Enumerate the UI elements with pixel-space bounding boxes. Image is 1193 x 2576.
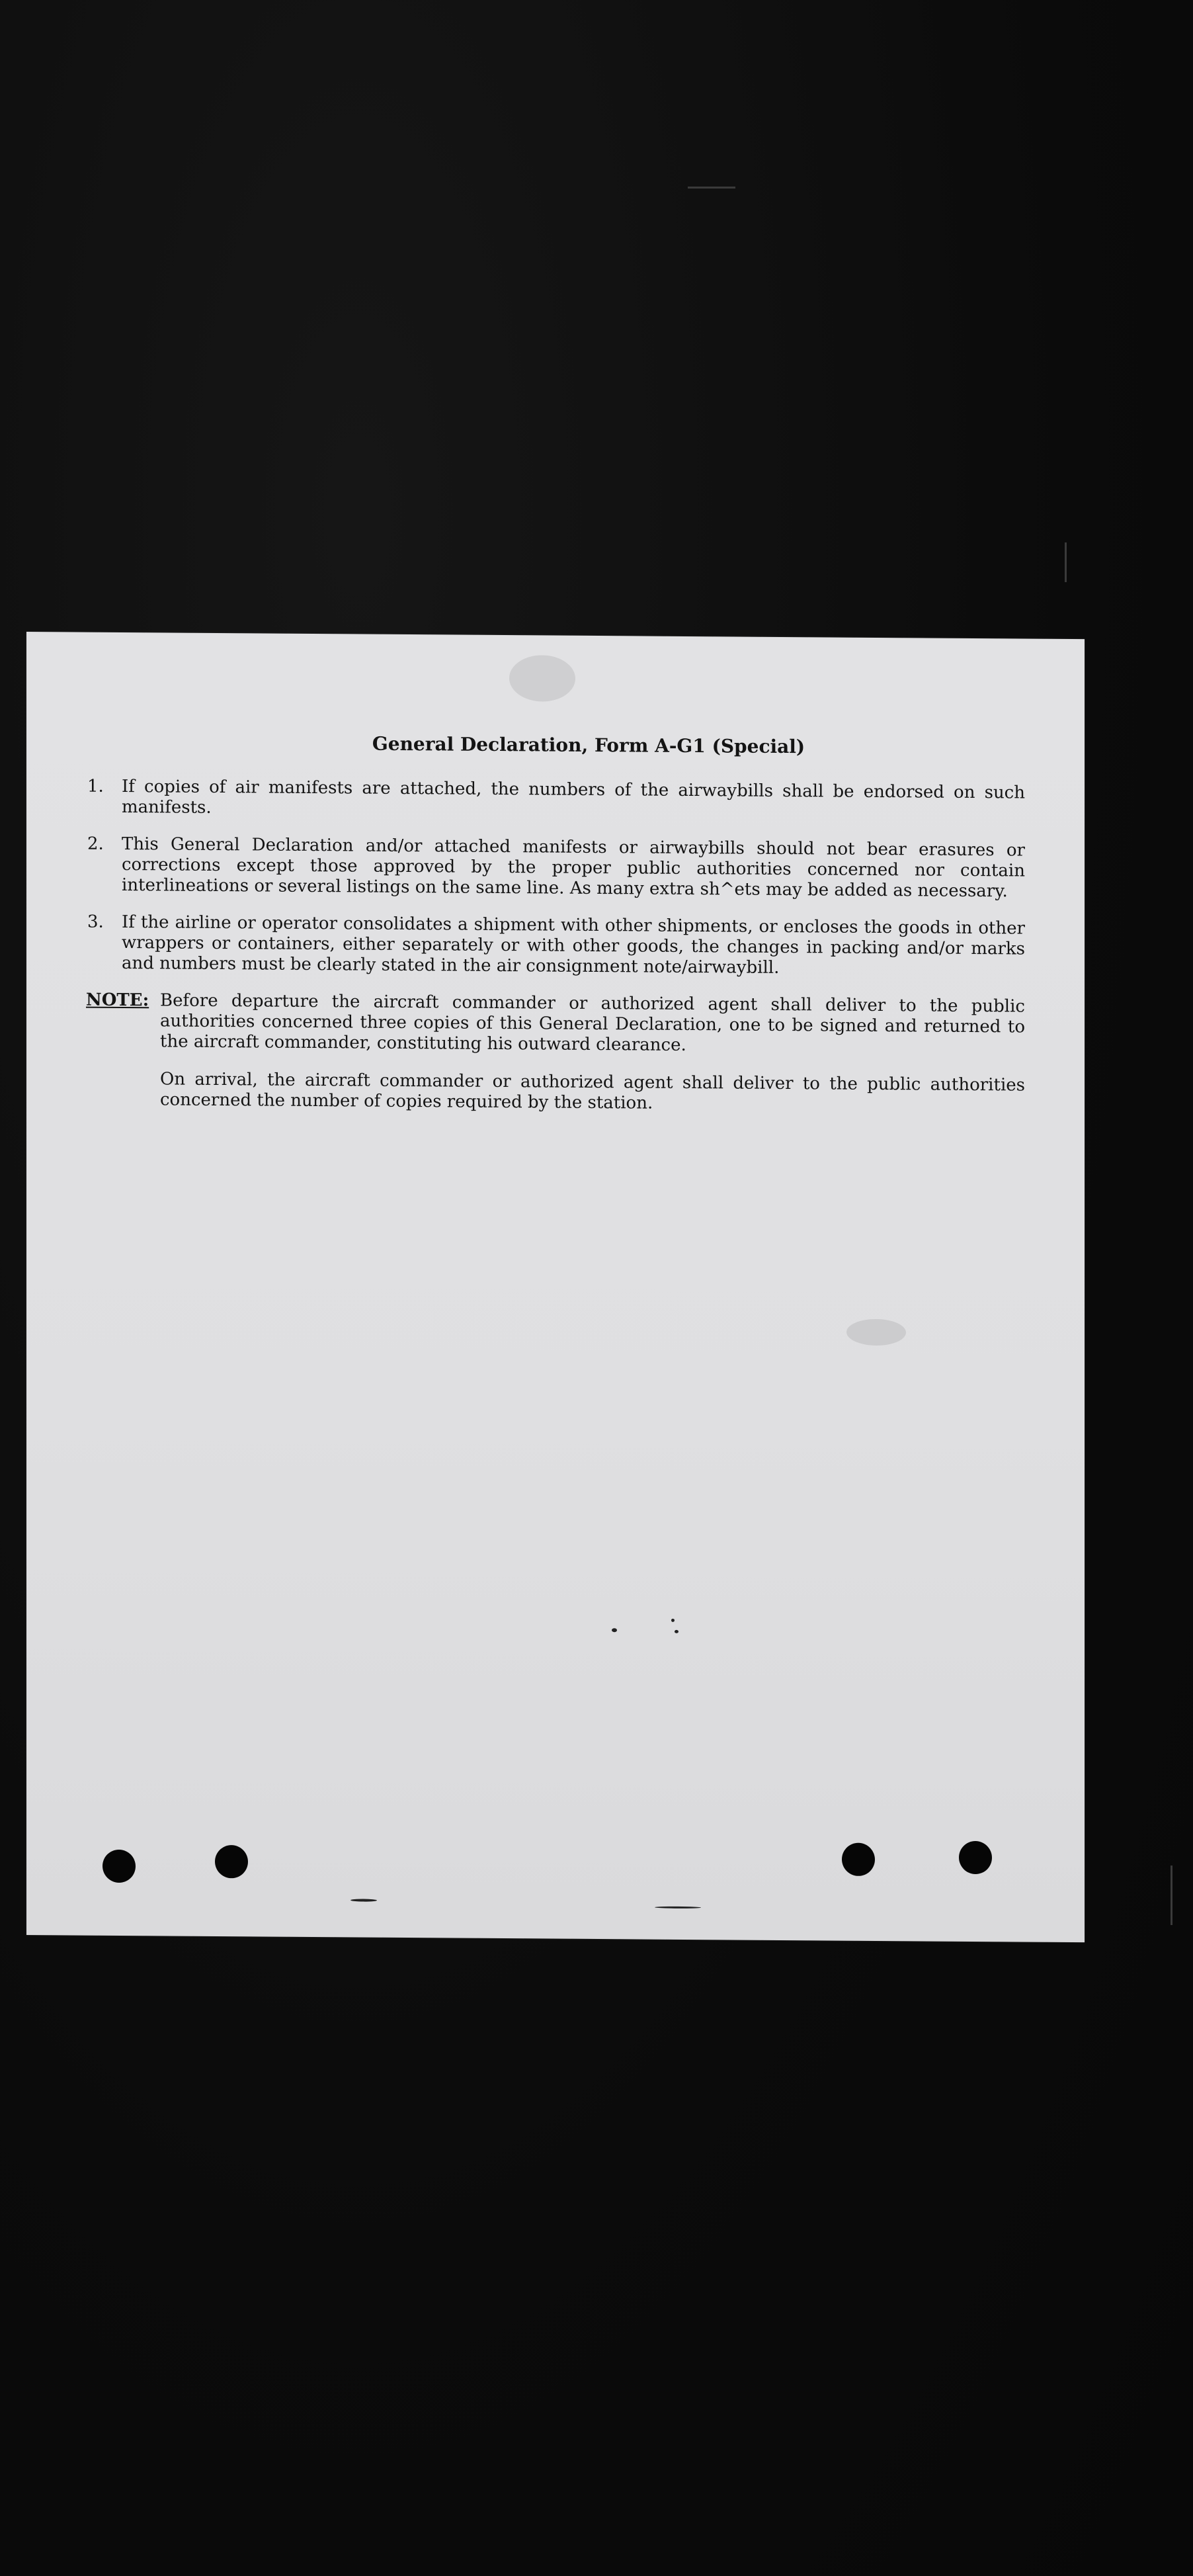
ink-speck — [675, 1630, 679, 1633]
ink-speck — [655, 1907, 701, 1909]
item-text: If copies of air manifests are attached, the numbers of the airwaybills shall be endorsed on such manifests. — [122, 777, 1025, 818]
list-item — [86, 777, 1025, 824]
note-arrival-text: On arrival, the aircraft commander or authorized agent shall deliver to the public authorities concerned the number of copies required by the station. — [160, 1069, 1025, 1113]
list-item — [86, 834, 1025, 902]
paper-smudge — [846, 1319, 906, 1346]
note-block — [86, 990, 1025, 1058]
list-item — [86, 912, 1025, 980]
scan-artifact — [1171, 1866, 1172, 1925]
item-number: 1. — [87, 776, 104, 796]
punch-hole — [842, 1843, 875, 1876]
item-text: This General Declaration and/or attached manifests or airwaybills should not bear erasures or corrections except those approved by the proper public authorities concerned nor contain interlineations or several listings on the same line. As many extra sh^ets may be added as necessary. — [122, 834, 1025, 902]
punch-hole — [959, 1841, 992, 1874]
document-page — [26, 632, 1085, 1942]
item-number: 2. — [87, 834, 104, 854]
document-title: General Declaration, Form A-G1 (Special) — [372, 732, 805, 758]
item-number: 3. — [87, 912, 104, 932]
paper-smudge — [509, 655, 575, 702]
punch-hole — [103, 1850, 136, 1883]
ink-speck — [350, 1899, 377, 1901]
ink-speck — [671, 1619, 675, 1622]
ink-speck — [612, 1628, 617, 1632]
note-label: NOTE: — [86, 990, 149, 1011]
scan-artifact — [688, 187, 735, 189]
scan-artifact — [1065, 542, 1067, 582]
punch-hole — [215, 1845, 248, 1878]
document-body — [86, 732, 1025, 1117]
item-text: If the airline or operator consolidates a shipment with other shipments, or encloses the goods in other wrappers or containers, either separately or with other goods, the changes in packing and/or marks and numbers must be clearly stated in the air consignment note/airwaybill. — [122, 912, 1025, 978]
note-text: Before departure the aircraft commander or authorized agent shall deliver to the public authorities concerned three copies of this General Declaration, one to be signed and returned to the aircraft commander, constituting his outward clearance. — [160, 990, 1025, 1055]
